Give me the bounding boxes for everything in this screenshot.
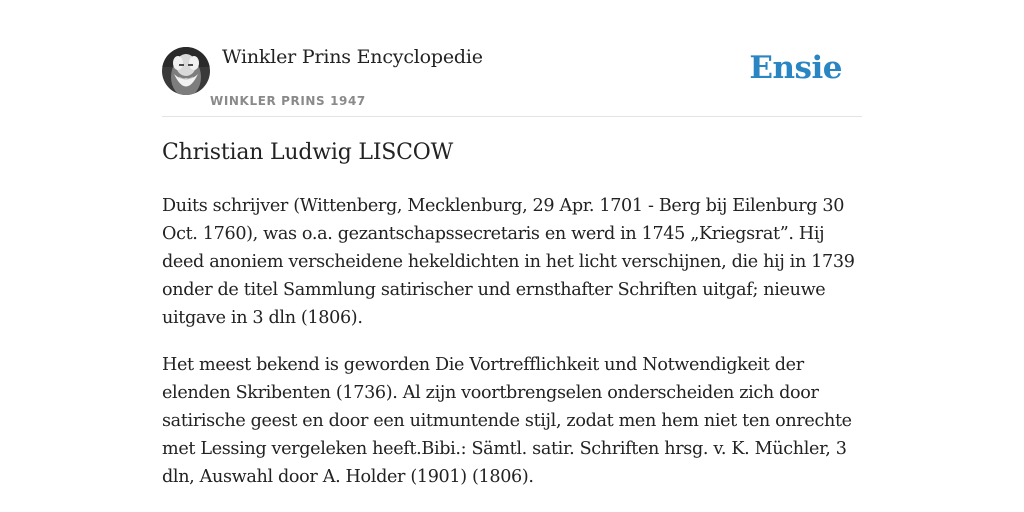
brand-logo[interactable]: Ensie <box>749 50 842 86</box>
article-paragraph-2: Het meest bekend is geworden Die Vortrefflichkeit und Notwendigkeit der elenden Skribenten (1736). Al zijn voortbrengselen onderscheiden zich door satirische geest en door een uitmuntende stijl, zodat men hem niet ten onrechte met Lessing vergeleken heeft.Bibi.: Sämtl. satir. Schriften hrsg. v. K. Müchler, 3 dln, Auswahl door A. Holder (1901) (1806). <box>162 355 852 487</box>
page-container <box>162 0 862 487</box>
article-title: Christian Ludwig LISCOW <box>162 140 454 165</box>
page-header <box>162 0 862 117</box>
avatar[interactable] <box>162 47 210 95</box>
edition-label: WINKLER PRINS 1947 <box>210 94 366 108</box>
site-title[interactable]: Winkler Prins Encyclopedie <box>222 46 483 68</box>
article-paragraph-1: Duits schrijver (Wittenberg, Mecklenburg, 29 Apr. 1701 - Berg bij Eilenburg 30 Oct. 1760), was o.a. gezantschapssecretaris en werd in 1745 „Kriegsrat”. Hij deed anoniem verscheidene hekeldichten in het licht verschijnen, die hij in 1739 onder de titel Sammlung satirischer und ernsthafter Schriften uitgaf; nieuwe uitgave in 3 dln (1806). <box>162 196 855 328</box>
bearded-man-portrait-icon <box>162 47 210 95</box>
